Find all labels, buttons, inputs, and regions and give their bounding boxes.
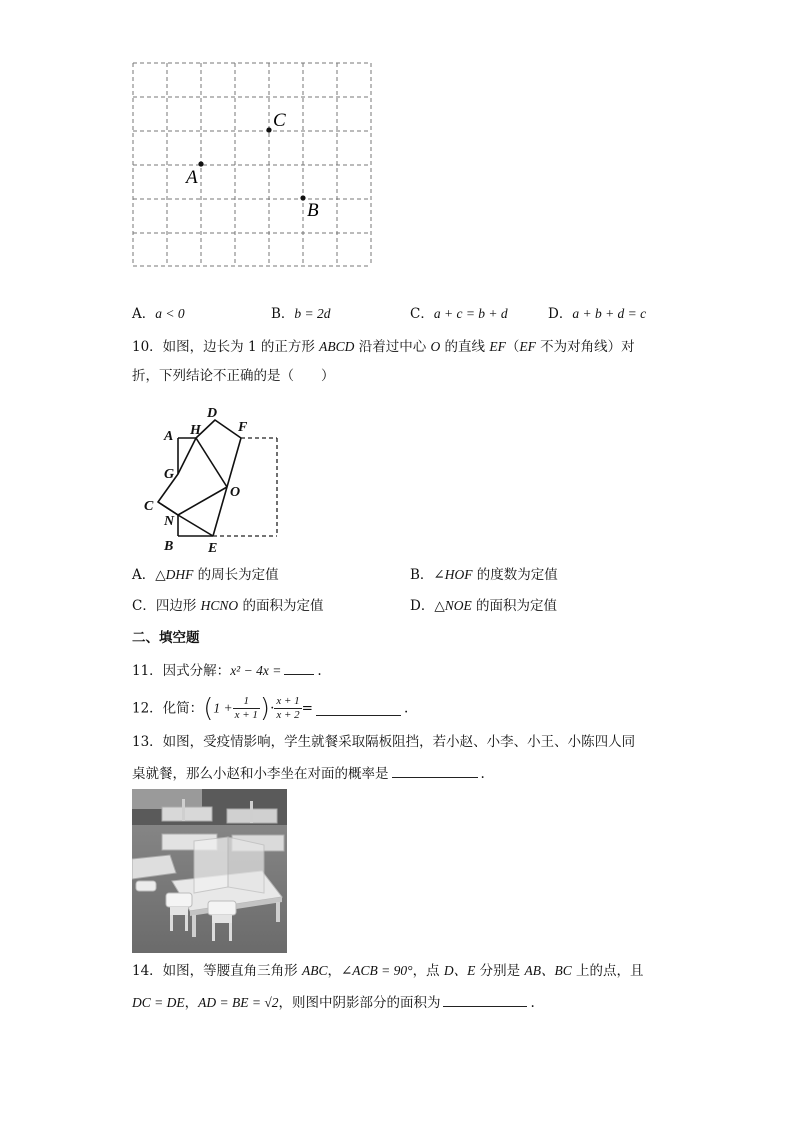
- q9-option-b: B．b = 2d: [271, 306, 331, 322]
- q13-line2: 桌就餐，那么小赵和小李坐在对面的概率是 .: [132, 766, 485, 782]
- q11: 11．因式分解：x² − 4x = .: [132, 663, 322, 679]
- q11-answer-blank[interactable]: [284, 661, 314, 675]
- q10-line1: 10．如图，边长为 1 的正方形 ABCD 沿着过中心 O 的直线 EF（EF 不为对角线）对: [132, 339, 635, 355]
- fig10-label-o: O: [230, 485, 241, 500]
- q10-option-d: D．△NOE 的面积为定值: [410, 598, 558, 614]
- fig10-label-h: H: [190, 423, 201, 438]
- q9-option-c: C．a + c = b + d: [410, 306, 508, 322]
- point-c: [266, 127, 271, 132]
- q13-line1: 13．如图，受疫情影响，学生就餐采取隔板阻挡，若小赵、小李、小王、小陈四人同: [132, 734, 636, 750]
- q10-line2: 折，下列结论不正确的是（ ）: [132, 368, 335, 384]
- q12: 12．化简：(1 + $\frac{1}{x + 1}$ )· $\frac{x + 1}{x + 2}$ = .: [132, 693, 409, 724]
- q10-option-a: A．△DHF 的周长为定值: [132, 567, 279, 583]
- q10-option-b: B．∠HOF 的度数为定值: [410, 567, 558, 583]
- fig10-label-n: N: [164, 514, 175, 529]
- q9-option-d: D．a + b + d = c: [548, 306, 647, 322]
- q14-answer-blank[interactable]: [443, 993, 527, 1007]
- fig10-label-c: C: [144, 499, 154, 514]
- classroom-photo: [132, 789, 287, 953]
- q14-line1: 14．如图，等腰直角三角形 ABC，∠ACB = 90°，点 D、E 分别是 AB、BC 上的点，且: [132, 963, 644, 979]
- label-c: C: [273, 110, 286, 131]
- label-b: B: [307, 200, 319, 221]
- point-b: [300, 195, 305, 200]
- fig10-label-a: A: [164, 429, 174, 444]
- q9-option-a: A．a < 0: [132, 306, 185, 322]
- q10-option-c: C．四边形 HCNO 的面积为定值: [132, 598, 324, 614]
- q13-answer-blank[interactable]: [392, 764, 478, 778]
- folded-square-figure: [140, 398, 285, 560]
- fig10-label-e: E: [208, 541, 218, 556]
- fig10-label-f: F: [238, 420, 248, 435]
- point-a: [198, 161, 203, 166]
- section-title: 二、填空题: [132, 630, 200, 646]
- grid-figure: [120, 50, 390, 278]
- q14-line2: DC = DE，AD = BE = √2，则图中阴影部分的面积为 .: [132, 995, 535, 1011]
- q12-answer-blank[interactable]: [316, 702, 401, 716]
- label-a: A: [186, 167, 198, 188]
- fig10-label-g: G: [164, 467, 175, 482]
- fig10-label-d: D: [207, 406, 218, 421]
- fig10-label-b: B: [164, 539, 174, 554]
